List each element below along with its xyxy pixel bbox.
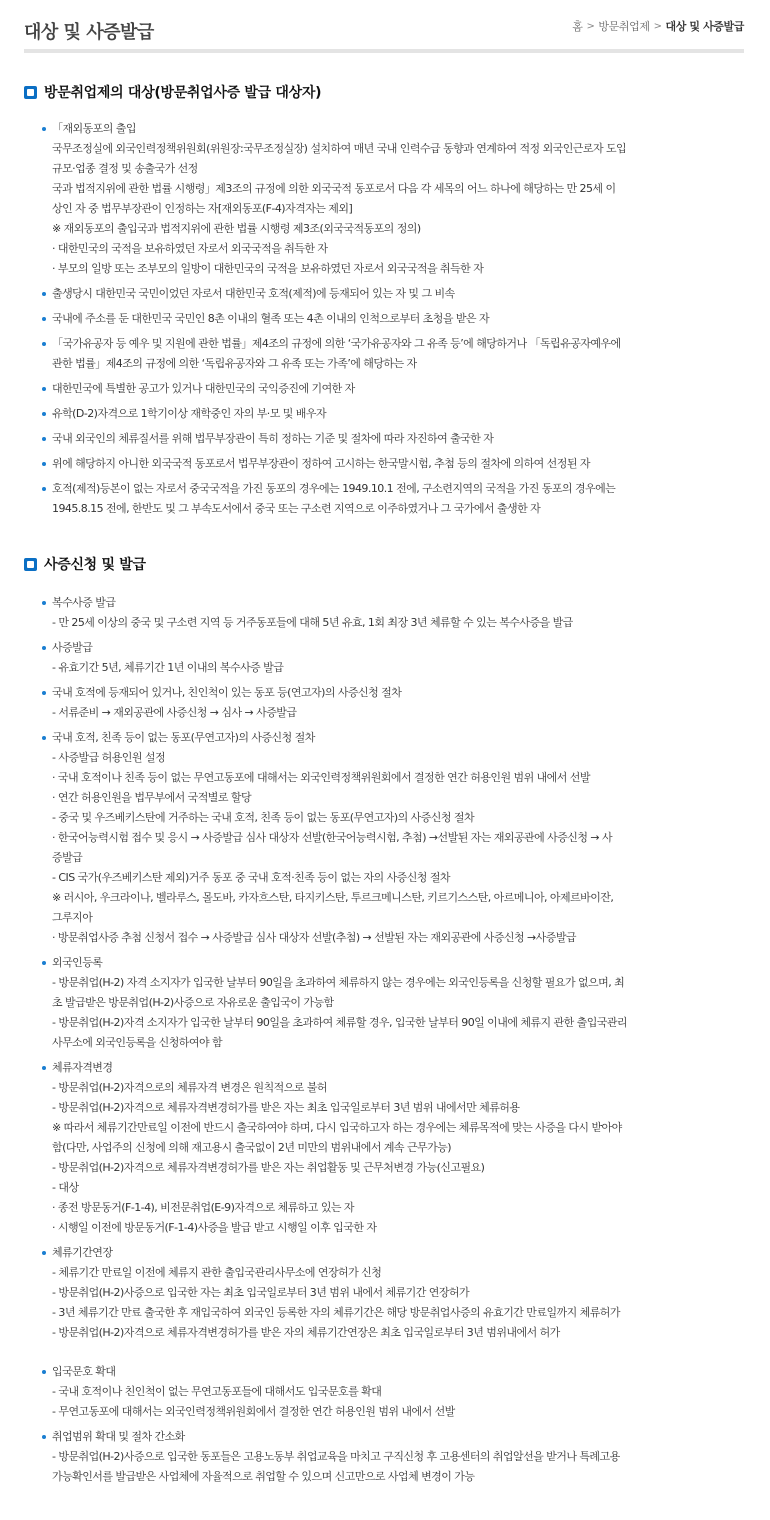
list-item-line: - 만 25세 이상의 중국 및 구소련 지역 등 거주동포들에 대해 5년 유효, 1회 최장 3년 체류할 수 있는 복수사증을 발급 [52, 616, 573, 629]
list-item-title: 국내 호적에 등재되어 있거나, 친인척이 있는 동포 등(연고자)의 사증신청 절차 [52, 686, 402, 699]
list-item [42, 1243, 742, 1343]
list-item [42, 404, 742, 424]
list-item [42, 479, 742, 519]
bullet-dot-icon [42, 961, 46, 965]
list-item-line: - 사증발급 허용인원 설정 [52, 751, 166, 764]
list-item-line: ※ 재외동포의 출입국과 법적지위에 관한 법률 시행령 제3조(외국국적동포의 정의) [52, 222, 421, 235]
list-item-title: 국내 외국인의 체류질서를 위해 법무부장관이 특히 정하는 기준 및 절차에 따라 자진하여 출국한 자 [52, 432, 494, 445]
list-item-title: 사증발급 [52, 641, 93, 654]
list-item-title: 호적(제적)등본이 없는 자로서 중국국적을 가진 동포의 경우에는 1949.10.1 전에, 구소련지역의 국적을 가진 동포의 경우에는 [52, 482, 616, 495]
list-item-line: - 서류준비 → 재외공관에 사증신청 → 심사 → 사증발급 [52, 706, 297, 719]
chevron-right-icon: > [586, 20, 595, 32]
list-item-line: 규모·업종 결정 및 송출국가 선정 [52, 162, 198, 175]
list-item-line: 상인 자 중 법무부장관이 인정하는 자[재외동포(F-4)자격자는 제외] [52, 202, 353, 215]
breadcrumb [572, 18, 744, 34]
list-item-line: · 시행일 이전에 방문동거(F-1-4)사증을 발급 받고 시행일 이후 입국한 자 [52, 1221, 377, 1234]
list-item [42, 119, 742, 279]
list-item-line: ※ 러시아, 우크라이나, 벨라루스, 몰도바, 카자흐스탄, 타지키스탄, 투르크메니스탄, 키르기스스탄, 아르메니아, 아제르바이잔, [52, 891, 614, 904]
list-item-title: 외국인등록 [52, 956, 103, 969]
list-item [42, 284, 742, 304]
bullet-dot-icon [42, 292, 46, 296]
bullet-dot-icon [42, 1370, 46, 1374]
bullet-dot-icon [42, 1435, 46, 1439]
list-item [42, 334, 742, 374]
visa-list [42, 593, 742, 1492]
list-item-title: 취업범위 확대 및 절차 간소화 [52, 1430, 185, 1443]
list-item-line: 가능확인서를 발급받은 사업체에 자율적으로 취업할 수 있으며 신고만으로 사업체 변경이 가능 [52, 1470, 475, 1483]
list-item [42, 683, 742, 723]
list-item-line: · 대한민국의 국적을 보유하였던 자로서 외국국적을 취득한 자 [52, 242, 328, 255]
list-item [42, 309, 742, 329]
list-item-line: - 3년 체류기간 만료 출국한 후 재입국하여 외국인 등록한 자의 체류기간은 해당 방문취업사증의 유효기간 만료일까지 체류허가 [52, 1306, 620, 1319]
list-item-line: - 방문취업(H-2)자격 소지자가 입국한 날부터 90일을 초과하여 체류할 경우, 입국한 날부터 90일 이내에 체류지 관한 출입국관리 [52, 1016, 627, 1029]
list-item-line: · 연간 허용인원을 법무부에서 국적별로 할당 [52, 791, 252, 804]
page-title: 대상 및 사증발급 [24, 22, 154, 43]
square-bullet-icon [24, 558, 37, 571]
list-item [42, 1427, 742, 1487]
list-item-line: · 종전 방문동거(F-1-4), 비전문취업(E-9)자격으로 체류하고 있는 자 [52, 1201, 354, 1214]
list-item [42, 728, 742, 948]
list-item-line: 증발급 [52, 851, 83, 864]
bullet-dot-icon [42, 317, 46, 321]
chevron-right-icon: > [653, 20, 662, 32]
list-item-line: · 부모의 일방 또는 조부모의 일방이 대한민국의 국적을 보유하였던 자로서 외국국적을 취득한 자 [52, 262, 484, 275]
list-item-title: 위에 해당하지 아니한 외국국적 동포로서 법무부장관이 정하여 고시하는 한국말시험, 추첨 등의 절차에 의하여 선정된 자 [52, 457, 590, 470]
bullet-dot-icon [42, 342, 46, 346]
list-item-line: · 방문취업사증 추첨 신청서 접수 → 사증발급 심사 대상자 선발(추첨) → 선발된 자는 재외공관에 사증신청 →사증발급 [52, 931, 576, 944]
title-divider [24, 49, 744, 53]
breadcrumb-current: 대상 및 사증발급 [665, 20, 744, 33]
list-item-title: 유학(D-2)자격으로 1학기이상 재학중인 자의 부·모 및 배우자 [52, 407, 327, 420]
page-header [24, 0, 744, 53]
list-item-line: - 방문취업(H-2) 자격 소지자가 입국한 날부터 90일을 초과하여 체류하지 않는 경우에는 외국인등록을 신청할 필요가 없으며, 최 [52, 976, 625, 989]
list-item [42, 953, 742, 1053]
list-item [42, 379, 742, 399]
list-item-line: - 방문취업(H-2)자격으로 체류자격변경허가를 받은 자는 최초 입국일로부터 3년 범위 내에서만 체류허용 [52, 1101, 520, 1114]
list-item-line: - 방문취업(H-2)자격으로의 체류자격 변경은 원칙적으로 불허 [52, 1081, 327, 1094]
list-item-line: 국과 법적지위에 관한 법률 시행령」제3조의 규정에 의한 외국국적 동포로서 다음 각 세목의 어느 하나에 해당하는 만 25세 이 [52, 182, 616, 195]
list-item-line: - 중국 및 우즈베키스탄에 거주하는 국내 호적, 친족 등이 없는 동포(무연고자)의 사증신청 절차 [52, 811, 475, 824]
list-item-line: - 체류기간 만료일 이전에 체류지 관한 출입국관리사무소에 연장허가 신청 [52, 1266, 382, 1279]
bullet-dot-icon [42, 387, 46, 391]
list-item-line: 국무조정실에 외국인력정책위원회(위원장:국무조정실장) 설치하여 매년 국내 인력수급 동향과 연계하여 적정 외국인근로자 도입 [52, 142, 627, 155]
list-item [42, 1362, 742, 1422]
list-item-title: 「국가유공자 등 예우 및 지원에 관한 법률」제4조의 규정에 의한 ‘국가유공자와 그 유족 등’에 해당하거나 「독립유공자예우에 [52, 337, 621, 350]
bullet-dot-icon [42, 1251, 46, 1255]
list-item-title: 출생당시 대한민국 국민이었던 자로서 대한민국 호적(제적)에 등재되어 있는 자 및 그 비속 [52, 287, 455, 300]
list-item-line: · 한국어능력시험 접수 및 응시 → 사증발급 심사 대상자 선발(한국어능력시험, 추첨) →선발된 자는 재외공관에 사증신청 → 사 [52, 831, 613, 844]
list-item-line: - 방문취업(H-2)자격으로 체류자격변경허가를 받은 자는 취업활동 및 근무처변경 가능(신고필요) [52, 1161, 485, 1174]
bullet-dot-icon [42, 127, 46, 131]
list-item-line: 그루지아 [52, 911, 93, 924]
list-item-line: - 무연고동포에 대해서는 외국인력정책위원회에서 결정한 연간 허용인원 범위 내에서 선발 [52, 1405, 455, 1418]
list-item-line: 1945.8.15 전에, 한반도 및 그 부속도서에서 중국 또는 구소련 지역으로 이주하였거나 그 국가에서 출생한 자 [52, 502, 541, 515]
bullet-dot-icon [42, 691, 46, 695]
bullet-dot-icon [42, 412, 46, 416]
bullet-dot-icon [42, 1066, 46, 1070]
bullet-dot-icon [42, 437, 46, 441]
bullet-dot-icon [42, 736, 46, 740]
bullet-dot-icon [42, 487, 46, 491]
breadcrumb-home[interactable]: 홈 [572, 20, 583, 33]
list-item-title: 입국문호 확대 [52, 1365, 116, 1378]
section-heading-target [24, 80, 321, 104]
list-item-line: 관한 법률」제4조의 규정에 의한 ‘독립유공자와 그 유족 또는 가족’에 해당하는 자 [52, 357, 417, 370]
list-item-title: 국내에 주소를 둔 대한민국 국민인 8촌 이내의 혈족 또는 4촌 이내의 인척으로부터 초청을 받은 자 [52, 312, 490, 325]
list-item [42, 638, 742, 678]
bullet-dot-icon [42, 646, 46, 650]
square-bullet-icon [24, 86, 37, 99]
list-item-line: - 방문취업(H-2)사증으로 입국한 동포들은 고용노동부 취업교육을 마치고 구직신청 후 고용센터의 취업알선을 받거나 특례고용 [52, 1450, 620, 1463]
list-item-line: 초 발급받은 방문취업(H-2)사증으로 자유로운 출입국이 가능함 [52, 996, 334, 1009]
list-item-line: - CIS 국가(우즈베키스탄 제외)거주 동포 중 국내 호적·친족 등이 없는 자의 사증신청 절차 [52, 871, 450, 884]
list-item-line: 함(다만, 사업주의 신청에 의해 재고용시 출국없이 2년 미만의 범위내에서 계속 근무가능) [52, 1141, 452, 1154]
list-item-title: 체류기간연장 [52, 1246, 113, 1259]
list-item [42, 1058, 742, 1238]
bullet-dot-icon [42, 462, 46, 466]
list-item-line: - 유효기간 5년, 체류기간 1년 이내의 복수사증 발급 [52, 661, 284, 674]
section-heading-visa [24, 552, 146, 576]
list-item-line: - 국내 호적이나 친인척이 없는 무연고동포들에 대해서도 입국문호를 확대 [52, 1385, 382, 1398]
list-item-title: 복수사증 발급 [52, 596, 116, 609]
breadcrumb-category[interactable]: 방문취업제 [598, 20, 650, 33]
list-item-line: · 국내 호적이나 친족 등이 없는 무연고동포에 대해서는 외국인력정책위원회에서 결정한 연간 허용인원 범위 내에서 선발 [52, 771, 590, 784]
list-item-line: 사무소에 외국인등록을 신청하여야 함 [52, 1036, 223, 1049]
list-item-title: 대한민국에 특별한 공고가 있거나 대한민국의 국익증진에 기여한 자 [52, 382, 355, 395]
list-item-title: 「재외동포의 출입 [52, 122, 136, 135]
list-item-line: - 대상 [52, 1181, 79, 1194]
list-item-title: 체류자격변경 [52, 1061, 113, 1074]
list-item [42, 593, 742, 633]
bullet-dot-icon [42, 601, 46, 605]
list-item [42, 454, 742, 474]
list-item-line: - 방문취업(H-2)자격으로 체류자격변경허가를 받은 자의 체류기간연장은 최초 입국일로부터 3년 범위내에서 허가 [52, 1326, 560, 1339]
section-title: 방문취업제의 대상(방문취업사증 발급 대상자) [44, 85, 322, 101]
list-item-line: ※ 따라서 체류기간만료일 이전에 반드시 출국하여야 하며, 다시 입국하고자 하는 경우에는 체류목적에 맞는 사증을 다시 받아야 [52, 1121, 622, 1134]
section-title: 사증신청 및 발급 [44, 557, 146, 573]
list-item-line: - 방문취업(H-2)사증으로 입국한 자는 최초 입국일로부터 3년 범위 내에서 체류기간 연장허가 [52, 1286, 470, 1299]
list-item-title: 국내 호적, 친족 등이 없는 동포(무연고자)의 사증신청 절차 [52, 731, 315, 744]
target-list [42, 119, 742, 524]
list-item [42, 429, 742, 449]
